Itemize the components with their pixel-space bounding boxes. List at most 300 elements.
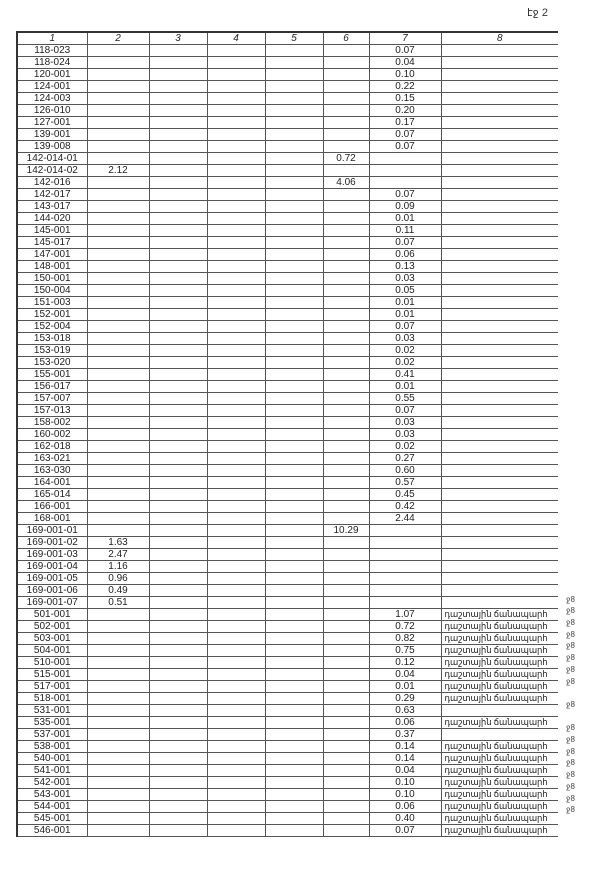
area-value-cell bbox=[323, 789, 369, 801]
area-value-cell bbox=[149, 177, 207, 189]
land-use-cell bbox=[441, 501, 558, 513]
table-row bbox=[17, 309, 558, 321]
area-value-cell bbox=[207, 585, 265, 597]
parcel-code-cell: 503-001 bbox=[17, 633, 87, 645]
table-row bbox=[17, 753, 558, 765]
area-value-cell bbox=[149, 345, 207, 357]
area-value-cell bbox=[207, 105, 265, 117]
land-use-cell bbox=[441, 141, 558, 153]
area-value-cell: 0.07 bbox=[369, 45, 441, 57]
area-value-cell: 0.07 bbox=[369, 141, 441, 153]
area-value-cell bbox=[323, 705, 369, 717]
area-value-cell bbox=[265, 705, 323, 717]
area-value-cell bbox=[265, 789, 323, 801]
area-value-cell: 0.01 bbox=[369, 297, 441, 309]
area-value-cell: 0.07 bbox=[369, 237, 441, 249]
parcel-code-cell: 545-001 bbox=[17, 813, 87, 825]
area-value-cell: 0.17 bbox=[369, 117, 441, 129]
table-row bbox=[17, 297, 558, 309]
area-value-cell: 0.10 bbox=[369, 69, 441, 81]
area-value-cell: 0.45 bbox=[369, 489, 441, 501]
land-use-cell: դաշտային ճանապարհ bbox=[441, 801, 558, 813]
row-suffix: ջ8 bbox=[566, 793, 575, 803]
area-value-cell bbox=[87, 813, 149, 825]
area-value-cell bbox=[265, 177, 323, 189]
area-value-cell bbox=[369, 585, 441, 597]
parcel-code-cell: 544-001 bbox=[17, 801, 87, 813]
table-row bbox=[17, 129, 558, 141]
area-value-cell bbox=[265, 393, 323, 405]
area-value-cell bbox=[207, 321, 265, 333]
parcel-code-cell: 145-001 bbox=[17, 225, 87, 237]
area-value-cell bbox=[149, 201, 207, 213]
area-value-cell bbox=[323, 441, 369, 453]
table-row bbox=[17, 693, 558, 705]
area-value-cell bbox=[87, 477, 149, 489]
table-row bbox=[17, 81, 558, 93]
area-value-cell bbox=[149, 561, 207, 573]
column-header-row bbox=[17, 32, 558, 45]
row-suffix: ջ8 bbox=[566, 699, 575, 709]
area-value-cell bbox=[207, 681, 265, 693]
area-value-cell: 0.60 bbox=[369, 465, 441, 477]
row-suffix: ջ8 bbox=[566, 746, 575, 756]
area-value-cell bbox=[207, 129, 265, 141]
area-value-cell bbox=[207, 141, 265, 153]
land-use-cell: դաշտային ճանապարհ bbox=[441, 609, 558, 621]
parcel-code-cell: 142-016 bbox=[17, 177, 87, 189]
land-use-cell: դաշտային ճանապարհ bbox=[441, 825, 558, 837]
area-value-cell bbox=[265, 357, 323, 369]
parcel-code-cell: 515-001 bbox=[17, 669, 87, 681]
area-value-cell bbox=[207, 357, 265, 369]
table-row bbox=[17, 201, 558, 213]
land-use-cell bbox=[441, 177, 558, 189]
column-header: 5 bbox=[265, 32, 323, 45]
area-value-cell bbox=[207, 801, 265, 813]
area-value-cell bbox=[323, 501, 369, 513]
area-value-cell bbox=[323, 585, 369, 597]
area-value-cell bbox=[265, 117, 323, 129]
area-value-cell bbox=[207, 777, 265, 789]
land-use-cell bbox=[441, 261, 558, 273]
area-value-cell: 0.04 bbox=[369, 57, 441, 69]
area-value-cell bbox=[207, 165, 265, 177]
area-value-cell bbox=[265, 525, 323, 537]
area-value-cell bbox=[207, 153, 265, 165]
area-value-cell bbox=[87, 453, 149, 465]
area-value-cell bbox=[369, 537, 441, 549]
area-value-cell bbox=[323, 753, 369, 765]
area-value-cell bbox=[207, 489, 265, 501]
land-use-cell bbox=[441, 117, 558, 129]
parcel-code-cell: 531-001 bbox=[17, 705, 87, 717]
table-row bbox=[17, 405, 558, 417]
area-value-cell bbox=[149, 525, 207, 537]
land-use-cell bbox=[441, 129, 558, 141]
area-value-cell: 10.29 bbox=[323, 525, 369, 537]
parcel-code-cell: 158-002 bbox=[17, 417, 87, 429]
area-value-cell bbox=[87, 525, 149, 537]
area-value-cell: 0.22 bbox=[369, 81, 441, 93]
row-suffix: ջ8 bbox=[566, 735, 575, 744]
area-value-cell bbox=[207, 441, 265, 453]
area-value-cell bbox=[323, 537, 369, 549]
area-value-cell bbox=[149, 621, 207, 633]
table-row bbox=[17, 549, 558, 561]
area-value-cell bbox=[323, 645, 369, 657]
area-value-cell bbox=[149, 285, 207, 297]
area-value-cell bbox=[87, 729, 149, 741]
table-row bbox=[17, 273, 558, 285]
table-row bbox=[17, 381, 558, 393]
area-value-cell bbox=[207, 345, 265, 357]
row-suffix: ջ8 bbox=[566, 664, 575, 674]
area-value-cell bbox=[87, 201, 149, 213]
table-row bbox=[17, 597, 558, 609]
table-row bbox=[17, 633, 558, 645]
area-value-cell bbox=[149, 57, 207, 69]
area-value-cell bbox=[87, 357, 149, 369]
area-value-cell bbox=[149, 69, 207, 81]
area-value-cell bbox=[265, 381, 323, 393]
land-use-cell bbox=[441, 417, 558, 429]
land-use-cell bbox=[441, 285, 558, 297]
parcel-code-cell: 156-017 bbox=[17, 381, 87, 393]
land-use-cell bbox=[441, 249, 558, 261]
area-value-cell bbox=[265, 93, 323, 105]
area-value-cell bbox=[207, 717, 265, 729]
table-row bbox=[17, 705, 558, 717]
land-use-cell bbox=[441, 153, 558, 165]
area-value-cell bbox=[323, 453, 369, 465]
area-value-cell: 0.09 bbox=[369, 201, 441, 213]
area-value-cell bbox=[323, 417, 369, 429]
area-value-cell bbox=[323, 573, 369, 585]
area-value-cell bbox=[207, 633, 265, 645]
table-row bbox=[17, 225, 558, 237]
table-row bbox=[17, 465, 558, 477]
table-row bbox=[17, 609, 558, 621]
area-value-cell bbox=[207, 237, 265, 249]
area-value-cell bbox=[265, 669, 323, 681]
area-value-cell bbox=[149, 321, 207, 333]
area-value-cell bbox=[265, 297, 323, 309]
row-suffix: ջ8 bbox=[566, 629, 575, 639]
parcel-code-cell: 127-001 bbox=[17, 117, 87, 129]
land-use-cell bbox=[441, 561, 558, 573]
parcel-code-cell: 501-001 bbox=[17, 609, 87, 621]
area-value-cell bbox=[207, 393, 265, 405]
parcel-code-cell: 126-010 bbox=[17, 105, 87, 117]
area-value-cell bbox=[369, 561, 441, 573]
area-value-cell bbox=[87, 297, 149, 309]
table-row bbox=[17, 369, 558, 381]
area-value-cell bbox=[207, 549, 265, 561]
area-value-cell bbox=[149, 213, 207, 225]
land-use-cell bbox=[441, 237, 558, 249]
area-value-cell bbox=[265, 69, 323, 81]
area-value-cell bbox=[323, 285, 369, 297]
area-value-cell bbox=[265, 465, 323, 477]
land-use-cell bbox=[441, 345, 558, 357]
area-value-cell bbox=[207, 561, 265, 573]
area-value-cell bbox=[265, 537, 323, 549]
area-value-cell: 0.55 bbox=[369, 393, 441, 405]
page-number: էջ 2 bbox=[527, 7, 548, 19]
area-value-cell bbox=[87, 417, 149, 429]
area-value-cell bbox=[265, 165, 323, 177]
land-use-cell bbox=[441, 597, 558, 609]
parcel-code-cell: 144-020 bbox=[17, 213, 87, 225]
area-value-cell bbox=[265, 765, 323, 777]
area-value-cell bbox=[207, 213, 265, 225]
area-value-cell bbox=[207, 117, 265, 129]
parcel-code-cell: 150-001 bbox=[17, 273, 87, 285]
area-value-cell bbox=[149, 729, 207, 741]
area-value-cell bbox=[323, 81, 369, 93]
area-value-cell bbox=[265, 333, 323, 345]
area-value-cell bbox=[149, 741, 207, 753]
area-value-cell bbox=[207, 429, 265, 441]
area-value-cell bbox=[149, 237, 207, 249]
area-value-cell bbox=[149, 405, 207, 417]
area-value-cell bbox=[87, 405, 149, 417]
area-value-cell bbox=[265, 129, 323, 141]
parcel-code-cell: 147-001 bbox=[17, 249, 87, 261]
area-value-cell bbox=[207, 273, 265, 285]
table-row bbox=[17, 117, 558, 129]
area-value-cell bbox=[323, 297, 369, 309]
area-value-cell bbox=[149, 381, 207, 393]
area-value-cell bbox=[149, 549, 207, 561]
area-value-cell: 0.10 bbox=[369, 789, 441, 801]
area-value-cell bbox=[323, 189, 369, 201]
land-use-cell: դաշտային ճանապարհ bbox=[441, 633, 558, 645]
area-value-cell bbox=[265, 225, 323, 237]
area-value-cell bbox=[149, 501, 207, 513]
table-row bbox=[17, 249, 558, 261]
area-value-cell: 2.47 bbox=[87, 549, 149, 561]
area-value-cell bbox=[207, 729, 265, 741]
area-value-cell bbox=[323, 597, 369, 609]
land-use-cell bbox=[441, 225, 558, 237]
area-value-cell bbox=[265, 405, 323, 417]
table-row bbox=[17, 669, 558, 681]
area-value-cell bbox=[369, 177, 441, 189]
table-row bbox=[17, 681, 558, 693]
area-value-cell bbox=[265, 825, 323, 837]
land-use-cell bbox=[441, 393, 558, 405]
area-value-cell bbox=[323, 681, 369, 693]
area-value-cell bbox=[323, 261, 369, 273]
area-value-cell bbox=[207, 477, 265, 489]
parcel-code-cell: 546-001 bbox=[17, 825, 87, 837]
parcel-code-cell: 543-001 bbox=[17, 789, 87, 801]
area-value-cell bbox=[149, 225, 207, 237]
area-value-cell bbox=[149, 393, 207, 405]
area-value-cell bbox=[149, 273, 207, 285]
area-value-cell bbox=[149, 717, 207, 729]
area-value-cell bbox=[323, 141, 369, 153]
area-value-cell: 0.14 bbox=[369, 753, 441, 765]
area-value-cell bbox=[265, 693, 323, 705]
row-suffix: ջ8 bbox=[566, 805, 575, 815]
area-value-cell bbox=[323, 213, 369, 225]
table-row bbox=[17, 813, 558, 825]
area-value-cell bbox=[149, 189, 207, 201]
area-value-cell bbox=[149, 537, 207, 549]
table-row bbox=[17, 321, 558, 333]
area-value-cell bbox=[87, 669, 149, 681]
parcel-code-cell: 151-003 bbox=[17, 297, 87, 309]
area-value-cell bbox=[87, 441, 149, 453]
area-value-cell: 0.03 bbox=[369, 333, 441, 345]
area-value-cell bbox=[149, 801, 207, 813]
area-value-cell bbox=[149, 369, 207, 381]
area-value-cell bbox=[265, 717, 323, 729]
row-suffix: ջ8 bbox=[566, 653, 575, 663]
parcel-code-cell: 164-001 bbox=[17, 477, 87, 489]
land-use-cell bbox=[441, 69, 558, 81]
land-use-cell bbox=[441, 273, 558, 285]
parcel-code-cell: 169-001-06 bbox=[17, 585, 87, 597]
land-use-cell bbox=[441, 81, 558, 93]
table-row bbox=[17, 801, 558, 813]
area-value-cell bbox=[323, 321, 369, 333]
land-use-cell bbox=[441, 585, 558, 597]
parcel-code-cell: 537-001 bbox=[17, 729, 87, 741]
area-value-cell bbox=[207, 369, 265, 381]
column-header: 8 bbox=[441, 32, 558, 45]
area-value-cell: 0.02 bbox=[369, 441, 441, 453]
row-suffix: ջ8 bbox=[566, 781, 575, 791]
area-value-cell bbox=[323, 729, 369, 741]
parcel-code-cell: 169-001-01 bbox=[17, 525, 87, 537]
area-value-cell: 0.57 bbox=[369, 477, 441, 489]
parcel-code-cell: 166-001 bbox=[17, 501, 87, 513]
area-value-cell bbox=[265, 105, 323, 117]
parcel-code-cell: 155-001 bbox=[17, 369, 87, 381]
area-value-cell bbox=[323, 105, 369, 117]
area-value-cell bbox=[149, 681, 207, 693]
table-row bbox=[17, 741, 558, 753]
area-value-cell: 0.96 bbox=[87, 573, 149, 585]
area-value-cell bbox=[207, 789, 265, 801]
parcel-code-cell: 150-004 bbox=[17, 285, 87, 297]
area-value-cell bbox=[149, 609, 207, 621]
area-value-cell: 0.82 bbox=[369, 633, 441, 645]
area-value-cell: 0.07 bbox=[369, 189, 441, 201]
area-value-cell bbox=[265, 681, 323, 693]
area-value-cell bbox=[265, 45, 323, 57]
area-value-cell bbox=[323, 225, 369, 237]
table-body bbox=[17, 45, 558, 837]
land-use-cell bbox=[441, 525, 558, 537]
area-value-cell bbox=[207, 765, 265, 777]
area-value-cell bbox=[207, 453, 265, 465]
table-row bbox=[17, 333, 558, 345]
area-value-cell bbox=[87, 381, 149, 393]
area-value-cell bbox=[207, 417, 265, 429]
area-value-cell bbox=[149, 669, 207, 681]
area-value-cell bbox=[265, 369, 323, 381]
land-use-cell bbox=[441, 705, 558, 717]
area-value-cell: 0.05 bbox=[369, 285, 441, 297]
area-value-cell bbox=[265, 321, 323, 333]
area-value-cell bbox=[323, 165, 369, 177]
area-value-cell bbox=[149, 573, 207, 585]
area-value-cell bbox=[87, 825, 149, 837]
area-value-cell bbox=[207, 621, 265, 633]
area-value-cell bbox=[87, 213, 149, 225]
area-value-cell bbox=[265, 501, 323, 513]
area-value-cell bbox=[149, 429, 207, 441]
area-value-cell bbox=[87, 645, 149, 657]
area-value-cell bbox=[323, 693, 369, 705]
land-use-cell bbox=[441, 309, 558, 321]
table-row bbox=[17, 789, 558, 801]
land-use-cell bbox=[441, 453, 558, 465]
area-value-cell: 0.03 bbox=[369, 273, 441, 285]
parcel-code-cell: 157-013 bbox=[17, 405, 87, 417]
area-value-cell bbox=[149, 45, 207, 57]
area-value-cell bbox=[265, 453, 323, 465]
area-value-cell bbox=[149, 105, 207, 117]
area-value-cell bbox=[207, 657, 265, 669]
area-value-cell bbox=[87, 81, 149, 93]
area-value-cell bbox=[369, 549, 441, 561]
area-value-cell: 0.10 bbox=[369, 777, 441, 789]
area-value-cell bbox=[149, 585, 207, 597]
parcel-code-cell: 118-024 bbox=[17, 57, 87, 69]
area-value-cell bbox=[149, 441, 207, 453]
table-row bbox=[17, 285, 558, 297]
parcel-code-cell: 540-001 bbox=[17, 753, 87, 765]
area-value-cell: 0.04 bbox=[369, 669, 441, 681]
land-use-cell bbox=[441, 573, 558, 585]
parcel-code-cell: 124-003 bbox=[17, 93, 87, 105]
parcel-code-cell: 502-001 bbox=[17, 621, 87, 633]
parcel-code-cell: 143-017 bbox=[17, 201, 87, 213]
area-value-cell: 2.44 bbox=[369, 513, 441, 525]
row-suffix: ջ8 bbox=[566, 606, 575, 616]
row-suffix: ջ8 bbox=[566, 676, 575, 686]
table-row bbox=[17, 213, 558, 225]
area-value-cell bbox=[207, 573, 265, 585]
parcel-code-cell: 142-014-02 bbox=[17, 165, 87, 177]
area-value-cell bbox=[149, 693, 207, 705]
area-value-cell bbox=[207, 249, 265, 261]
area-value-cell: 0.07 bbox=[369, 321, 441, 333]
area-value-cell bbox=[265, 489, 323, 501]
area-value-cell bbox=[87, 177, 149, 189]
area-value-cell bbox=[87, 501, 149, 513]
parcel-code-cell: 118-023 bbox=[17, 45, 87, 57]
area-value-cell bbox=[207, 225, 265, 237]
area-value-cell bbox=[149, 657, 207, 669]
area-value-cell bbox=[149, 333, 207, 345]
parcel-code-cell: 538-001 bbox=[17, 741, 87, 753]
parcel-code-cell: 152-001 bbox=[17, 309, 87, 321]
area-value-cell: 0.40 bbox=[369, 813, 441, 825]
area-value-cell bbox=[323, 777, 369, 789]
land-use-cell bbox=[441, 45, 558, 57]
table-row bbox=[17, 585, 558, 597]
area-value-cell bbox=[323, 405, 369, 417]
area-value-cell bbox=[207, 597, 265, 609]
area-value-cell bbox=[149, 357, 207, 369]
